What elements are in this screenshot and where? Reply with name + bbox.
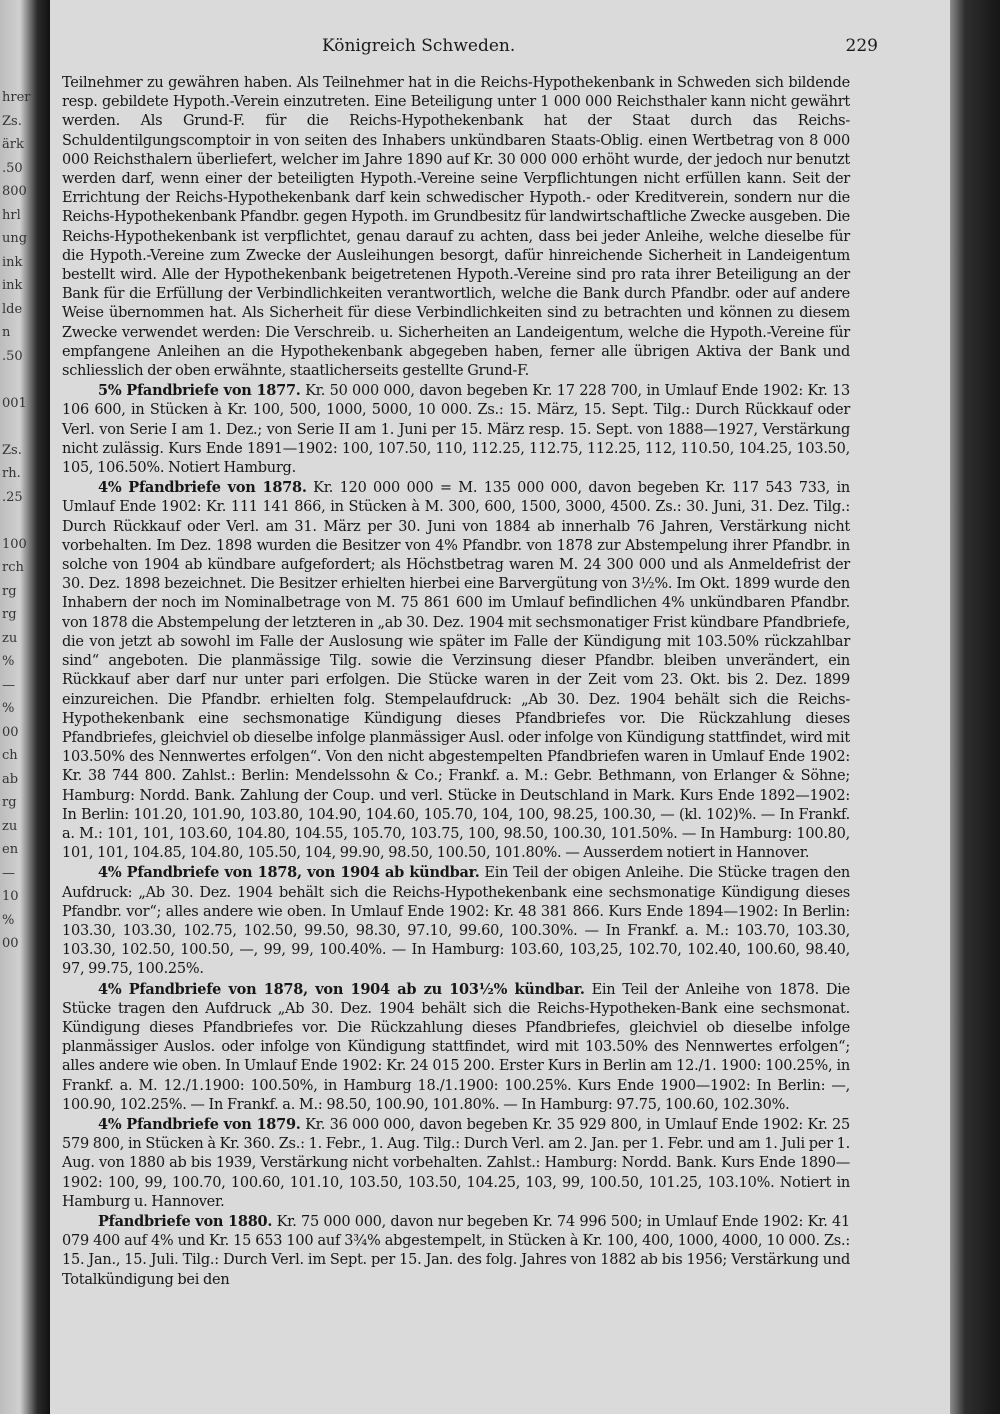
margin-fragment: 001 xyxy=(2,395,27,411)
paragraph-text: Teilnehmer zu gewähren haben. Als Teilnehmer hat in die Reichs-Hypothekenbank in Schweden sich bildende resp. gebildete Hypoth.-Verein einzutreten. Eine Beteiligung unter 1 000 000 Reichsthaler kann nicht gewährt werden. Als Grund-F. für die Reichs-Hypothekenbank hat der Staat durch das Reichs-Schuldentilgungscomptoir in von seiten des Inhabers unkündbaren Staats-Oblig. einen Wertbetrag von 8 000 000 Reichsthalern überliefert, welcher im Jahre 1890 auf Kr. 30 000 000 erhöht wurde, der jedoch nur benutzt werden darf, wenn einer der beteiligten Hypoth.-Vereine seine Verpflichtungen nicht erfüllen kann. Seit der Errichtung der Reichs-Hypothekenbank darf kein schwedischer Hypoth.- oder Kreditverein, sondern nur die Reichs-Hypothekenbank Pfandbr. gegen Hypoth. im Grundbesitz für landwirtschaftliche Zwecke ausgeben. Die Reichs-Hypothekenbank ist verpflichtet, genau darauf zu achten, dass bei jeder Anleihe, welche dieselbe für die Hypoth.-Vereine zum Zwecke der Ausleihungen besorgt, dafür hinreichende Sicherheit in Landeigentum bestellt wird. Alle der Hypothekenbank beigetretenen Hypoth.-Vereine sind pro rata ihrer Beteiligung an der Bank für die Erfüllung der Verbindlichkeiten verantwortlich, welche die Bank durch Pfandbr. oder auf andere Weise übernommen hat. Als Sicherheit für diese Verbindlichkeiten sind zu betrachten und können zu diesem Zwecke verwendet werden: Die Verschreib. u. Sicherheiten an Landeigentum, welche die Hypoth.-Vereine für empfangene Anleihen an die Hypothekenbank abgegeben haben, ferner alle übrigen Aktiva der Bank und schliesslich der oben erwähnte, staatlicherseits gestellte Grund-F. xyxy=(62,75,850,380)
margin-fragment: % xyxy=(2,701,15,716)
margin-fragment: 10 xyxy=(2,889,19,904)
margin-fragment: 800 xyxy=(2,184,27,199)
body-text xyxy=(62,74,850,1290)
page-number: 229 xyxy=(845,36,878,56)
paragraph xyxy=(62,1115,850,1212)
margin-fragment: rg xyxy=(2,795,17,810)
paragraph xyxy=(62,1212,850,1290)
margin-fragment: — xyxy=(2,677,15,693)
paragraph-text: Kr. 75 000 000, davon nur begeben Kr. 74 996 500; in Umlauf Ende 1902: Kr. 41 079 400 auf 4% und Kr. 15 653 100 auf 3¾% abgestempelt, in Stücken à Kr. 100, 400, 1000, 4000, 10 000. Zs.: 15. Jan., 15. Juli. Tilg.: Durch Verl. im Sept. per 15. Jan. des folg. Jahres von 1882 ab bis 1956; Verstärkung und Totalkündigung bei den xyxy=(62,1213,850,1288)
margin-fragment: % xyxy=(2,654,15,669)
margin-fragment: n xyxy=(2,325,11,340)
header-title: Königreich Schweden. xyxy=(322,36,516,56)
margin-fragment: en xyxy=(2,842,19,857)
document-page xyxy=(50,0,950,1414)
margin-fragment: zu xyxy=(2,630,18,646)
paragraph-text: Kr. 120 000 000 = M. 135 000 000, davon begeben Kr. 117 543 733, in Umlauf Ende 1902: Kr. 111 141 866, in Stücken à M. 300, 600, 1500, 3000, 4500. Zs.: 30. Juni, 31. Dez. Tilg.: Durch Rückkauf oder Verl. am 31. März per 30. Juni von 1884 ab innerhalb 76 Jahren, Verstärkung nicht vorbehalten. Im Dez. 1898 wurden die Besitzer von 4% Pfandbr. von 1878 zur Abstempelung ihrer Pfandbr. in solche von 1904 ab kündbare aufgefordert; als Höchstbetrag waren M. 24 300 000 und als Anmeldefrist der 30. Dez. 1898 bezeichnet. Die Besitzer erhielten hierbei eine Barvergütung von 3½%. Im Okt. 1899 wurde den Inhabern der noch im Nominalbetrage von M. 75 861 600 im Umlauf befindlichen 4% unkündbaren Pfandbr. von 1878 die Abstempelung der letzteren in „ab 30. Dez. 1904 mit sechsmonatiger Frist kündbare Pfandbriefe, die von jetzt ab sowohl im Falle der Auslosung wie später im Falle der Kündigung mit 103.50% rückzahlbar sind“ angeboten. Die planmässige Tilg. sowie die Verzinsung dieser Pfandbr. bleiben unverändert, ein Rückkauf aber darf nur unter pari erfolgen. Die Stücke waren in der Zeit vom 23. Okt. bis 2. Dez. 1899 einzureichen. Die Pfandbr. erhielten folg. Stempelaufdruck: „Ab 30. Dez. 1904 behält sich die Reichs-Hypothekenbank eine sechsmonatige Kündigung dieses Pfandbriefes vor. Die Rückzahlung dieses Pfandbriefes, gleichviel ob dieselbe infolge planmässiger Ausl. oder infolge von Kündigung stattfindet, wird mit 103.50% des Nennwertes erfolgen“. Von den nicht abgestempelten Pfandbriefen waren in Umlauf Ende 1902: Kr. 38 744 800. Zahlst.: Berlin: Mendelssohn & Co.; Frankf. a. M.: Gebr. Bethmann, von Erlanger & Söhne; Hamburg: Nordd. Bank. Zahlung der Coup. und verl. Stücke in Deutschland in Mark. Kurs Ende 1892—1902: In Berlin: 101.20, 101.90, 103.80, 104.90, 104.60, 105.70, 104, 100, 98.25, 100.30, — (kl. 102)%. — In Frankf. a. M.: 101, 101, 103.60, 104.80, 104.55, 105.70, 103.75, 100, 98.50, 100.30, 101.50%. — In Hamburg: 100.80, 101, 101, 104.85, 104.80, 105.50, 104, 99.90, 98.50, 100.50, 101.80%. — Ausserdem notiert in Hannover. xyxy=(62,480,850,862)
paragraph xyxy=(62,863,850,979)
margin-fragment: rh. xyxy=(2,466,21,481)
margin-fragment: rg xyxy=(2,607,17,622)
section-heading: 4% Pfandbriefe von 1878, von 1904 ab kündbar. xyxy=(98,864,480,882)
margin-fragment: .50 xyxy=(2,348,23,364)
margin-fragment: ink xyxy=(2,254,23,270)
section-heading: 4% Pfandbriefe von 1878, von 1904 ab zu 103½% kündbar. xyxy=(98,980,585,998)
margin-fragment: ab xyxy=(2,771,19,787)
margin-fragment: ink xyxy=(2,278,23,293)
paragraph-text: Ein Teil der obigen Anleihe. Die Stücke tragen den Aufdruck: „Ab 30. Dez. 1904 behält sich die Reichs-Hypothekenbank eine sechsmonatige Kündigung dieses Pfandbr. vor“; alles andere wie oben. In Umlauf Ende 1902: Kr. 48 381 866. Kurs Ende 1894—1902: In Berlin: 103.30, 103.30, 102.75, 102.50, 99.50, 98.30, 97.10, 99.60, 100.30%. — In Frankf. a. M.: 103.70, 103.30, 103.30, 102.50, 100.50, —, 99, 99, 100.40%. — In Hamburg: 103.60, 103,25, 102.70, 102.40, 100.60, 98.40, 97, 99.75, 100.25%. xyxy=(62,865,850,978)
running-header xyxy=(50,36,950,64)
margin-fragment: % xyxy=(2,912,15,928)
paragraph-text: Ein Teil der Anleihe von 1878. Die Stücke tragen den Aufdruck „Ab 30. Dez. 1904 behält sich die Reichs-Hypotheken-Bank eine sechsmonat. Kündigung dieses Pfandbriefes vor. Die Rückzahlung dieses Pfandbriefes, gleichviel ob dieselbe infolge planmässiger Auslos. oder infolge von Kündigung stattfindet, wird mit 103.50% des Nennwertes erfolgen“; alles andere wie oben. In Umlauf Ende 1902: Kr. 24 015 200. Erster Kurs in Berlin am 12./1. 1900: 100.25%, in Frankf. a. M. 12./1.1900: 100.50%, in Hamburg 18./1.1900: 100.25%. Kurs Ende 1900—1902: In Berlin: —, 100.90, 102.25%. — In Frankf. a. M.: 98.50, 100.90, 101.80%. — In Hamburg: 97.75, 100.60, 102.30%. xyxy=(62,981,850,1113)
paragraph xyxy=(62,478,850,863)
paragraph xyxy=(62,381,850,478)
margin-fragment: .50 xyxy=(2,160,23,176)
margin-fragment: Zs. xyxy=(2,442,22,458)
margin-fragment: .25 xyxy=(2,489,23,505)
margin-fragment: — xyxy=(2,865,15,881)
paragraph-text: Kr. 36 000 000, davon begeben Kr. 35 929 800, in Umlauf Ende 1902: Kr. 25 579 800, in Stücken à Kr. 360. Zs.: 1. Febr., 1. Aug. Tilg.: Durch Verl. am 2. Jan. per 1. Febr. und am 1. Juli per 1. Aug. von 1880 ab bis 1939, Verstärkung nicht vorbehalten. Zahlst.: Hamburg: Nordd. Bank. Kurs Ende 1890—1902: 100, 99, 100.70, 100.60, 101.10, 103.50, 103.50, 104.25, 103, 99, 100.50, 101.25, 103.10%. Notiert in Hamburg u. Hannover. xyxy=(62,1116,850,1210)
margin-fragment: ch xyxy=(2,748,18,763)
margin-fragment: rch xyxy=(2,560,24,575)
margin-fragment: hrl xyxy=(2,207,21,223)
section-heading: Pfandbriefe von 1880. xyxy=(98,1212,273,1230)
margin-fragment: rg xyxy=(2,583,17,599)
paragraph-text: Kr. 50 000 000, davon begeben Kr. 17 228 700, in Umlauf Ende 1902: Kr. 13 106 600, in Stücken à Kr. 100, 500, 1000, 5000, 10 000. Zs.: 15. März, 15. Sept. Tilg.: Durch Rückkauf oder Verl. von Serie I am 1. Dez.; von Serie II am 1. Juni per 15. März resp. 15. Sept. von 1888—1927, Verstärkung nicht zulässig. Kurs Ende 1891—1902: 100, 107.50, 110, 112.25, 112.75, 112.25, 112, 110.50, 104.25, 103.50, 105, 106.50%. Notiert Hamburg. xyxy=(62,383,850,477)
margin-fragment: ärk xyxy=(2,137,24,152)
page-edge-shadow xyxy=(950,0,1000,1414)
section-heading: 5% Pfandbriefe von 1877. xyxy=(98,382,301,400)
margin-fragment: zu xyxy=(2,818,18,834)
margin-fragment: 00 xyxy=(2,936,19,951)
paragraph xyxy=(62,980,850,1115)
margin-fragment: 00 xyxy=(2,724,19,740)
margin-fragment: hrer xyxy=(2,90,31,105)
margin-fragment: ung xyxy=(2,231,28,246)
section-heading: 4% Pfandbriefe von 1879. xyxy=(98,1115,301,1133)
margin-fragment: Zs. xyxy=(2,113,22,129)
margin-fragment: lde xyxy=(2,301,23,317)
paragraph xyxy=(62,74,850,381)
section-heading: 4% Pfandbriefe von 1878. xyxy=(98,479,307,497)
margin-fragment: 100 xyxy=(2,536,27,552)
